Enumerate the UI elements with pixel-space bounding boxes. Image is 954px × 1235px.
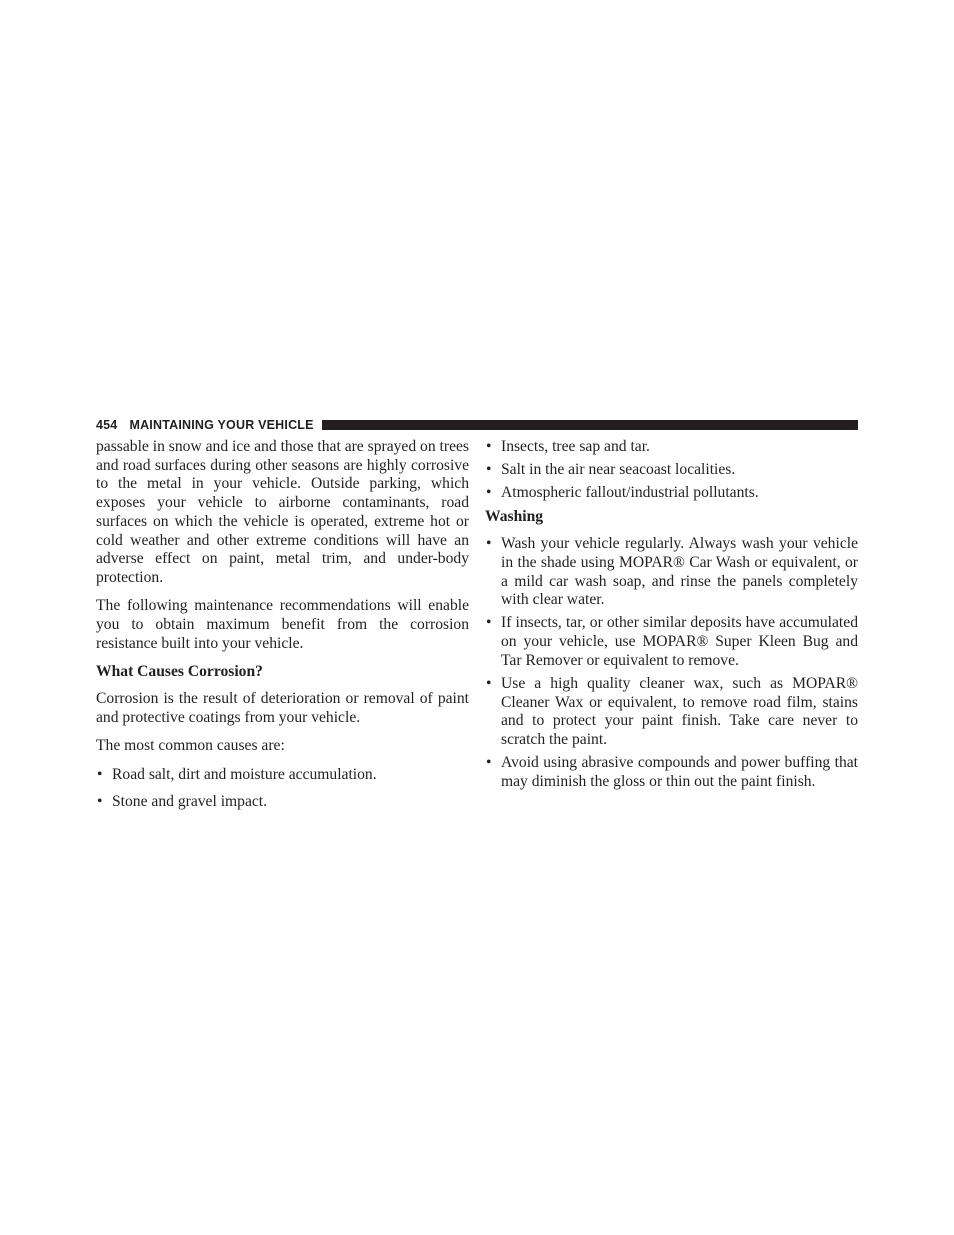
list-item: • Road salt, dirt and moisture accumulation.	[97, 765, 377, 783]
left-column	[96, 438, 469, 820]
list-item: • Wash your vehicle regularly. Always wash your vehicle in the shade using MOPAR® Car Wash or equivalent, or a mild car wash soap, and rinse the panels completely with clear water.	[486, 535, 858, 609]
bullet-icon: •	[97, 792, 103, 810]
paragraph-corrosion-definition: Corrosion is the result of deterioration or removal of paint and protective coatings from your vehicle.	[96, 690, 469, 727]
paragraph-common-causes: The most common causes are:	[96, 737, 285, 755]
paragraph-maintenance-intro: The following maintenance recommendations will enable you to obtain maximum benefit from the corrosion resistance built into your vehicle.	[96, 597, 469, 652]
list-item: • Salt in the air near seacoast localities.	[486, 461, 736, 479]
bullet-icon: •	[486, 484, 492, 502]
right-column	[485, 438, 858, 796]
heading-washing: Washing	[485, 507, 544, 525]
page-number: 454	[96, 418, 118, 432]
causes-list-continued	[485, 438, 858, 503]
heading-what-causes-corrosion: What Causes Corrosion?	[96, 662, 263, 680]
paragraph-corrosion-environment: passable in snow and ice and those that are sprayed on trees and road surfaces during other seasons are highly corrosive to the metal in your vehicle. Outside parking, which exposes your vehicle to airborne contaminants, road surfaces on which the vehicle is operated, extreme hot or cold weather and other extreme conditions will have an adverse effect on paint, metal trim, and under-body protection.	[96, 438, 469, 586]
bullet-icon: •	[486, 614, 492, 632]
list-item: • Avoid using abrasive compounds and power buffing that may diminish the gloss or thin out the paint finish.	[486, 753, 858, 790]
list-item: • Stone and gravel impact.	[97, 792, 268, 810]
bullet-icon: •	[486, 535, 492, 553]
list-item: • Insects, tree sap and tar.	[486, 438, 650, 455]
bullet-icon: •	[97, 765, 103, 783]
section-title: MAINTAINING YOUR VEHICLE	[129, 418, 314, 432]
bullet-icon: •	[486, 674, 492, 692]
causes-list	[96, 766, 469, 812]
header-rule	[322, 420, 858, 430]
bullet-icon: •	[486, 438, 492, 455]
list-item: • Use a high quality cleaner wax, such as MOPAR® Cleaner Wax or equivalent, to remove road film, stains and to protect your paint finish. Take care never to scratch the paint.	[486, 674, 858, 748]
list-item: • Atmospheric fallout/industrial pollutants.	[486, 484, 759, 502]
list-item: • If insects, tar, or other similar deposits have accumulated on your vehicle, use MOPAR® Super Kleen Bug and Tar Remover or equivalent to remove.	[486, 614, 858, 669]
bullet-icon: •	[486, 753, 492, 771]
bullet-icon: •	[486, 461, 492, 479]
page-header	[96, 417, 858, 433]
washing-list	[485, 535, 858, 791]
